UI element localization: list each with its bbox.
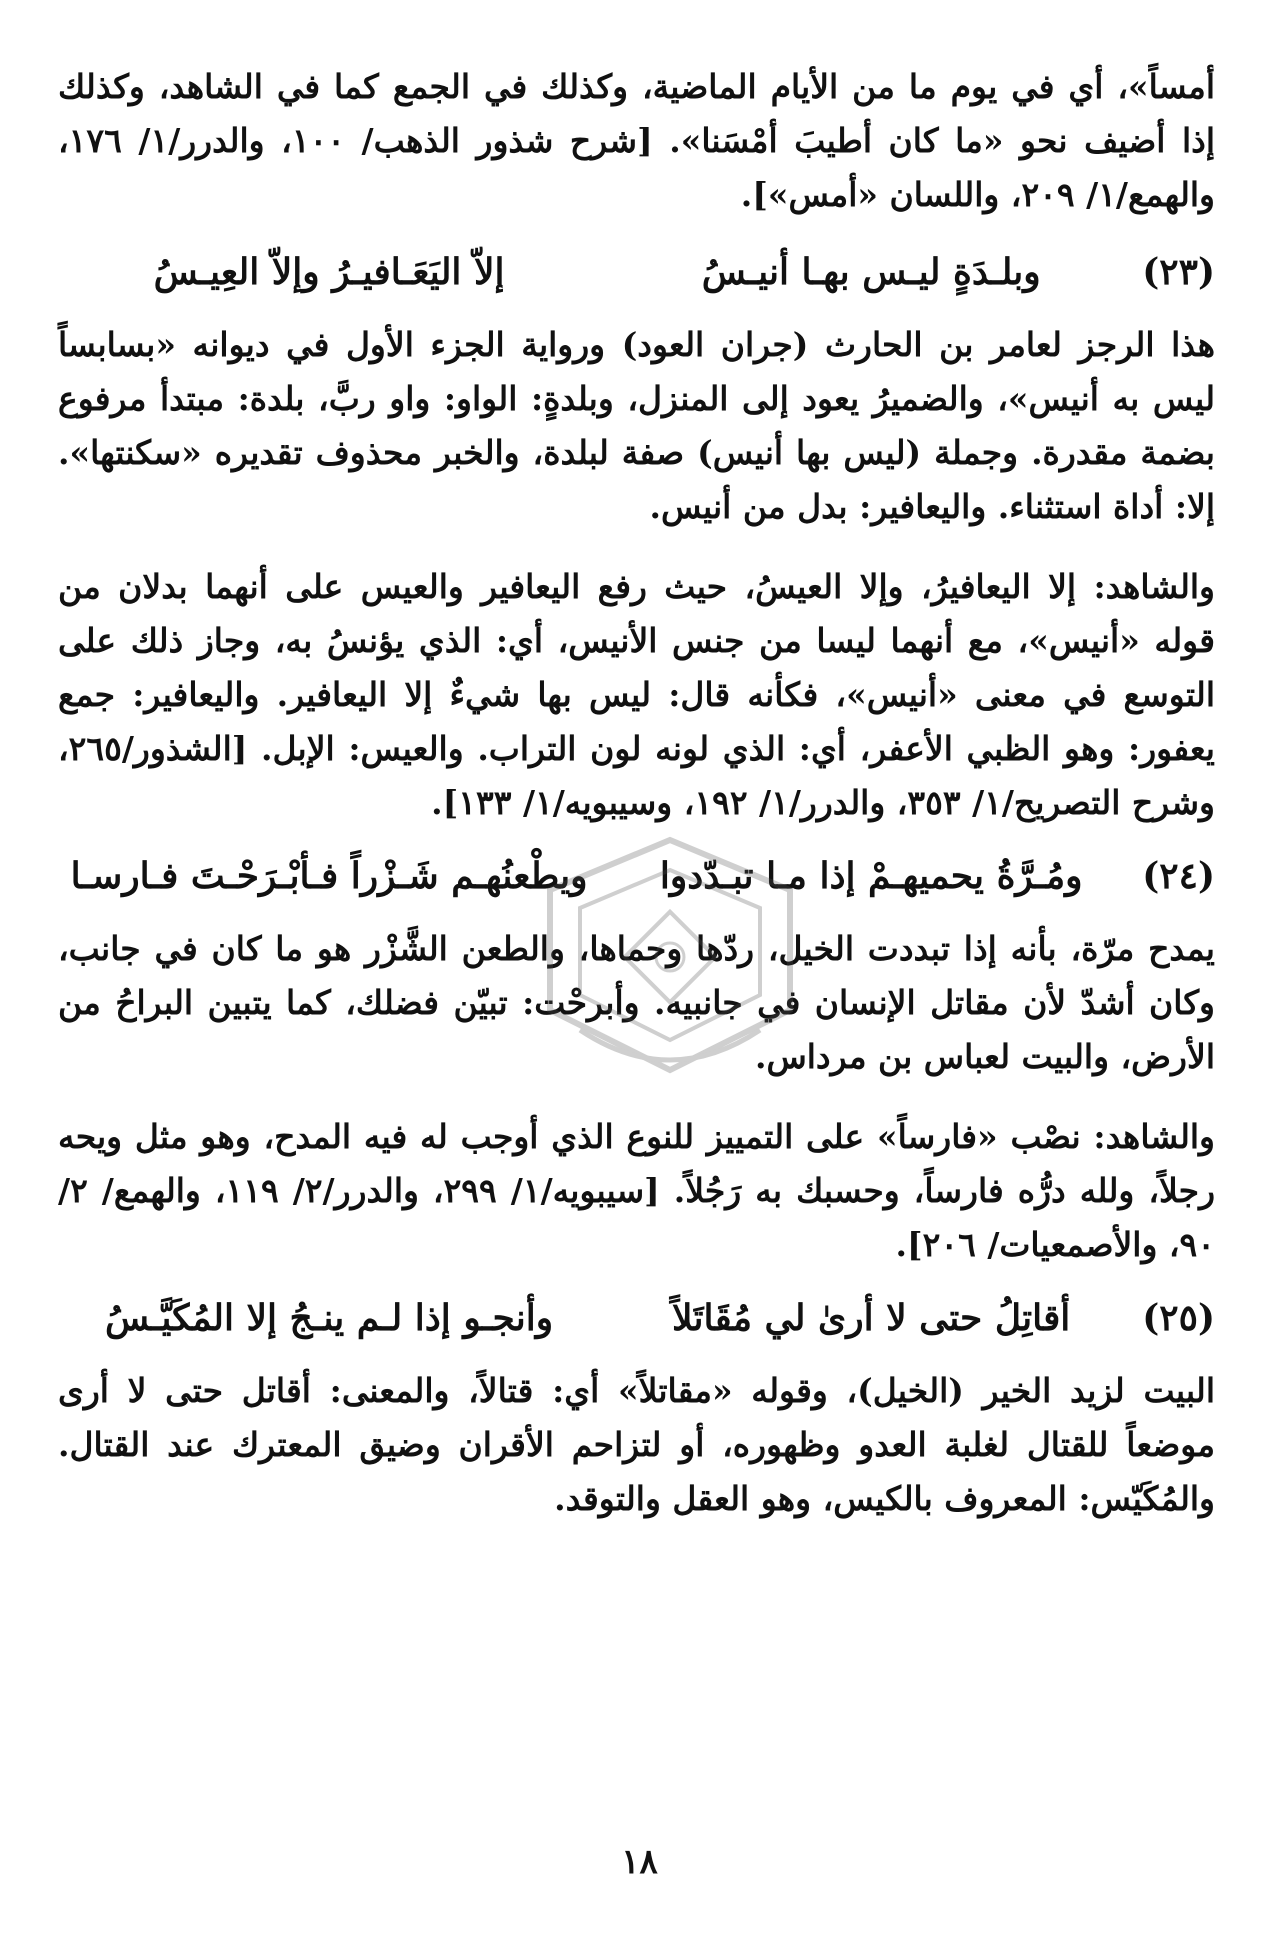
verse-first-hemistich: أقاتِلُ حتى لا أرىٰ لي مُقَاتَلاً (672, 1297, 1071, 1339)
intro-paragraph: أمساً»، أي في يوم ما من الأيام الماضية، وكذلك في الجمع كما في الشاهد، وكذلك إذا أضيف نحو «ما كان أطيبَ أمْسَنا». [شرح شذور الذهب/ ١٠٠، والدرر/١/ ١٧٦، والهمع/١/ ٢٠٩، واللسان «أمس»]. (58, 67, 1215, 214)
commentary-24-a: يمدح مرّة، بأنه إذا تبددت الخيل، ردّها وحماها، والطعن الشَّزْر هو ما كان في جانب، وكان أشدّ لأن مقاتل الإنسان في جانبيه. وأبرحْت: تبيّن فضلك، كما يتبين البراحُ من الأرض، والبيت لعباس بن مرداس. (58, 929, 1215, 1076)
commentary-23-b: والشاهد: إلا اليعافيرُ، وإلا العيسُ، حيث رفع اليعافير والعيس على أنهما بدلان من قوله «أنيس»، مع أنهما ليسا من جنس الأنيس، أي: الذي يؤنسُ به، وجاز ذلك على التوسع في معنى «أنيس»، فكأنه قال: ليس بها شيءٌ إلا اليعافير. واليعافير: جمع يعفور: وهو الظبي الأعفر، أي: الذي لونه لون التراب. والعيس: الإبل. [الشذور/٢٦٥، وشرح التصريح/١/ ٣٥٣، والدرر/١/ ١٩٢، وسيبويه/١/ ١٣٣]. (58, 567, 1215, 822)
verse-25 (58, 1288, 1215, 1348)
verse-second-hemistich: ويطْعنُهـم شَـزْراً فـأبْـرَحْـتَ فـارسـا (70, 855, 588, 897)
verse-number: (٢٣) (1142, 251, 1215, 293)
commentary-24-b: والشاهد: نصْب «فارساً» على التمييز للنوع الذي أوجب له فيه المدح، وهو مثل ويحه رجلاً، ولله درُّه فارساً، وحسبك به رَجُلاً. [سيبويه/١/ ٢٩٩، والدرر/٢/ ١١٩، والهمع/ ٢/ ٩٠، والأصمعيات/ ٢٠٦]. (58, 1117, 1216, 1264)
page-number: ١٨ (621, 1842, 658, 1882)
verse-first-hemistich: وبلـدَةٍ ليـس بهـا أنيـسُ (701, 251, 1041, 293)
commentary-25: البيت لزيد الخير (الخيل)، وقوله «مقاتلاً» أي: قتالاً، والمعنى: أقاتل حتى لا أرى موضعاً للقتال لغلبة العدو وظهوره، أو لتزاحم الأقران وضيق المعترك عند القتال. والمُكَيّس: المعروف بالكيس، وهو العقل والتوقد. (58, 1371, 1215, 1518)
verse-23 (58, 242, 1215, 302)
page-body (58, 60, 1215, 1526)
verse-24 (58, 846, 1215, 906)
verse-number: (٢٥) (1142, 1297, 1215, 1339)
verse-number: (٢٤) (1142, 855, 1215, 897)
verse-second-hemistich: وأنجـو إذا لـم ينـجُ إلا المُكَيَّـسُ (104, 1297, 554, 1339)
commentary-23-a: هذا الرجز لعامر بن الحارث (جران العود) ورواية الجزء الأول في ديوانه «بسابساً ليس به أنيس»، والضميرُ يعود إلى المنزل، وبلدةٍ: الواو: واو ربَّ، بلدة: مبتدأ مرفوع بضمة مقدرة. وجملة (ليس بها أنيس) صفة لبلدة، والخبر محذوف تقديره «سكنتها». إلا: أداة استثناء. واليعافير: بدل من أنيس. (58, 325, 1215, 526)
verse-first-hemistich: ومُـرَّةُ يحميهـمْ إذا مـا تبـدّدوا (659, 855, 1083, 897)
verse-second-hemistich: إلاّ اليَعَـافيـرُ وإلاّ العِيـسُ (153, 251, 505, 293)
